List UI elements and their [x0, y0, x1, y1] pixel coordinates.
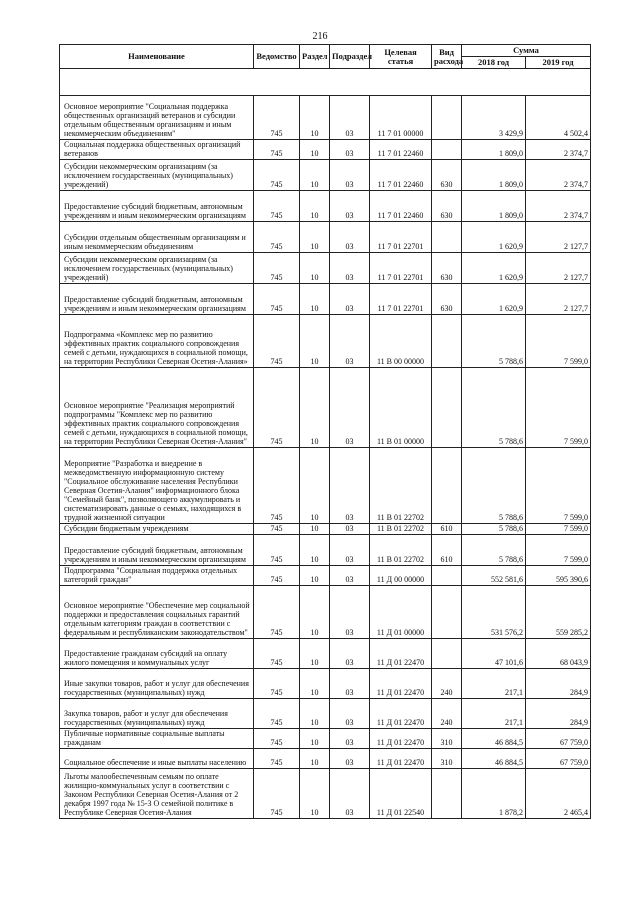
spacer-row — [60, 69, 591, 96]
cell-name: Предоставление субсидий бюджетным, автономным учреждениям и иным некоммерческим организациям — [60, 191, 254, 222]
cell-dept: 745 — [254, 769, 300, 819]
cell-section: 10 — [300, 315, 330, 368]
cell-name: Подпрограмма "Социальная поддержка отдельных категорий граждан" — [60, 566, 254, 586]
cell-subsection: 03 — [330, 253, 370, 284]
table-row — [60, 140, 591, 160]
table-row — [60, 669, 591, 699]
col-header-section: Раздел — [300, 45, 330, 69]
table-row — [60, 96, 591, 140]
cell-2019: 7 599,0 — [526, 524, 591, 535]
cell-2019: 67 759,0 — [526, 749, 591, 769]
cell-target: 11 Д 01 22470 — [370, 699, 432, 729]
cell-target: 11 7 01 22701 — [370, 284, 432, 315]
cell-target: 11 7 01 22460 — [370, 160, 432, 191]
cell-2018: 552 581,6 — [462, 566, 526, 586]
cell-target: 11 Д 01 22470 — [370, 729, 432, 749]
cell-section: 10 — [300, 669, 330, 699]
cell-subsection: 03 — [330, 222, 370, 253]
table-row — [60, 699, 591, 729]
cell-2018: 47 101,6 — [462, 639, 526, 669]
cell-2019: 2 374,7 — [526, 191, 591, 222]
cell-subsection: 03 — [330, 191, 370, 222]
table-row — [60, 729, 591, 749]
cell-name: Основное мероприятие "Реализация мероприятий подпрограммы "Комплекс мер по развитию эффективных практик социального сопровождения семей с детьми, нуждающихся в социальной помощи, на территории Республики Северная Осетия-Алания" — [60, 368, 254, 448]
cell-2019: 2 127,7 — [526, 253, 591, 284]
cell-subsection: 03 — [330, 315, 370, 368]
table-row — [60, 222, 591, 253]
cell-target: 11 Д 01 22540 — [370, 769, 432, 819]
cell-subsection: 03 — [330, 669, 370, 699]
cell-exp-type: 310 — [432, 729, 462, 749]
cell-target: 11 7 01 00000 — [370, 96, 432, 140]
cell-2018: 46 884,5 — [462, 749, 526, 769]
cell-target: 11 Д 00 00000 — [370, 566, 432, 586]
cell-exp-type: 240 — [432, 699, 462, 729]
cell-exp-type — [432, 566, 462, 586]
cell-name: Публичные нормативные социальные выплаты гражданам — [60, 729, 254, 749]
cell-section: 10 — [300, 448, 330, 524]
cell-dept: 745 — [254, 699, 300, 729]
cell-2018: 1 809,0 — [462, 140, 526, 160]
table-row — [60, 586, 591, 639]
table-row — [60, 160, 591, 191]
cell-2018: 1 620,9 — [462, 253, 526, 284]
cell-2019: 2 127,7 — [526, 222, 591, 253]
cell-section: 10 — [300, 368, 330, 448]
cell-name: Иные закупки товаров, работ и услуг для обеспечения государственных (муниципальных) нужд — [60, 669, 254, 699]
col-header-sum: Сумма — [462, 45, 591, 57]
cell-target: 11 Д 01 22470 — [370, 749, 432, 769]
cell-2018: 217,1 — [462, 669, 526, 699]
table-row — [60, 191, 591, 222]
table-row — [60, 749, 591, 769]
cell-2019: 2 127,7 — [526, 284, 591, 315]
table-body — [60, 69, 591, 819]
cell-2018: 5 788,6 — [462, 524, 526, 535]
table-row — [60, 315, 591, 368]
table-row — [60, 448, 591, 524]
cell-subsection: 03 — [330, 586, 370, 639]
cell-exp-type: 240 — [432, 669, 462, 699]
cell-target: 11 7 01 22701 — [370, 253, 432, 284]
table-row — [60, 368, 591, 448]
cell-dept: 745 — [254, 566, 300, 586]
cell-dept: 745 — [254, 639, 300, 669]
table-row — [60, 284, 591, 315]
cell-2019: 7 599,0 — [526, 315, 591, 368]
cell-dept: 745 — [254, 222, 300, 253]
cell-name: Закупка товаров, работ и услуг для обеспечения государственных (муниципальных) нужд — [60, 699, 254, 729]
cell-2018: 5 788,6 — [462, 535, 526, 566]
cell-name: Субсидии некоммерческим организациям (за исключением государственных (муниципальных) учреждений) — [60, 160, 254, 191]
cell-dept: 745 — [254, 160, 300, 191]
cell-2019: 2 374,7 — [526, 160, 591, 191]
table-row — [60, 253, 591, 284]
cell-2019: 67 759,0 — [526, 729, 591, 749]
cell-subsection: 03 — [330, 749, 370, 769]
cell-dept: 745 — [254, 729, 300, 749]
cell-dept: 745 — [254, 253, 300, 284]
cell-dept: 745 — [254, 284, 300, 315]
cell-2019: 284,9 — [526, 699, 591, 729]
cell-section: 10 — [300, 769, 330, 819]
cell-exp-type — [432, 222, 462, 253]
col-header-dept: Ведомство — [254, 45, 300, 69]
cell-section: 10 — [300, 140, 330, 160]
cell-exp-type — [432, 639, 462, 669]
cell-2018: 1 620,9 — [462, 222, 526, 253]
cell-exp-type: 310 — [432, 749, 462, 769]
cell-subsection: 03 — [330, 535, 370, 566]
cell-subsection: 03 — [330, 769, 370, 819]
cell-section: 10 — [300, 524, 330, 535]
cell-2019: 68 043,9 — [526, 639, 591, 669]
cell-target: 11 В 01 22702 — [370, 448, 432, 524]
cell-section: 10 — [300, 160, 330, 191]
cell-target: 11 В 00 00000 — [370, 315, 432, 368]
cell-2019: 2 374,7 — [526, 140, 591, 160]
cell-2019: 7 599,0 — [526, 448, 591, 524]
cell-name: Подпрограмма «Комплекс мер по развитию эффективных практик социального сопровождения семей с детьми, нуждающихся в социальной помощи, на территории Республики Северная Осетия-Алания» — [60, 315, 254, 368]
cell-exp-type — [432, 586, 462, 639]
table-row — [60, 524, 591, 535]
cell-2018: 1 620,9 — [462, 284, 526, 315]
cell-subsection: 03 — [330, 96, 370, 140]
cell-target: 11 В 01 00000 — [370, 368, 432, 448]
cell-name: Социальная поддержка общественных организаций ветеранов — [60, 140, 254, 160]
cell-dept: 745 — [254, 140, 300, 160]
cell-2019: 284,9 — [526, 669, 591, 699]
cell-2018: 1 809,0 — [462, 191, 526, 222]
page-number: 216 — [312, 31, 328, 42]
table-row — [60, 639, 591, 669]
cell-name: Субсидии отдельным общественным организациям и иным некоммерческим объединениям — [60, 222, 254, 253]
col-header-2019: 2019 год — [526, 57, 591, 69]
cell-section: 10 — [300, 253, 330, 284]
cell-section: 10 — [300, 699, 330, 729]
cell-dept: 745 — [254, 669, 300, 699]
cell-2019: 2 465,4 — [526, 769, 591, 819]
cell-dept: 745 — [254, 749, 300, 769]
cell-2018: 531 576,2 — [462, 586, 526, 639]
cell-2019: 559 285,2 — [526, 586, 591, 639]
header-row-1 — [60, 45, 591, 57]
cell-exp-type — [432, 96, 462, 140]
cell-target: 11 7 01 22460 — [370, 191, 432, 222]
cell-subsection: 03 — [330, 448, 370, 524]
cell-dept: 745 — [254, 524, 300, 535]
cell-subsection: 03 — [330, 639, 370, 669]
cell-exp-type — [432, 448, 462, 524]
cell-subsection: 03 — [330, 566, 370, 586]
cell-2019: 595 390,6 — [526, 566, 591, 586]
cell-target: 11 Д 01 22470 — [370, 639, 432, 669]
budget-table — [59, 44, 591, 819]
spacer-cell — [60, 69, 591, 96]
cell-exp-type: 610 — [432, 535, 462, 566]
cell-section: 10 — [300, 96, 330, 140]
cell-dept: 745 — [254, 535, 300, 566]
cell-subsection: 03 — [330, 160, 370, 191]
cell-name: Субсидии некоммерческим организациям (за исключением государственных (муниципальных) учреждений) — [60, 253, 254, 284]
col-header-name: Наименование — [60, 45, 254, 69]
cell-exp-type: 630 — [432, 191, 462, 222]
col-header-2018: 2018 год — [462, 57, 526, 69]
cell-exp-type — [432, 368, 462, 448]
cell-subsection: 03 — [330, 524, 370, 535]
cell-subsection: 03 — [330, 284, 370, 315]
cell-dept: 745 — [254, 96, 300, 140]
cell-section: 10 — [300, 729, 330, 749]
cell-subsection: 03 — [330, 729, 370, 749]
cell-2019: 7 599,0 — [526, 368, 591, 448]
cell-target: 11 Д 01 00000 — [370, 586, 432, 639]
cell-2018: 1 878,2 — [462, 769, 526, 819]
cell-exp-type: 610 — [432, 524, 462, 535]
cell-subsection: 03 — [330, 140, 370, 160]
cell-exp-type: 630 — [432, 160, 462, 191]
cell-dept: 745 — [254, 448, 300, 524]
cell-2018: 217,1 — [462, 699, 526, 729]
cell-section: 10 — [300, 639, 330, 669]
cell-section: 10 — [300, 586, 330, 639]
cell-section: 10 — [300, 222, 330, 253]
cell-name: Льготы малообеспеченным семьям по оплате жилищно-коммунальных услуг в соответствии с Законом Республики Северная Осетия-Алания от 2 декабря 1997 года № 15-З О семейной политике в Республике Северная Осетия-Алания — [60, 769, 254, 819]
cell-name: Основное мероприятие "Обеспечение мер социальной поддержки и предоставления социальных гарантий отдельным категориям граждан в соответствии с федеральным и республиканским законодательством" — [60, 586, 254, 639]
table-row — [60, 535, 591, 566]
cell-name: Предоставление субсидий бюджетным, автономным учреждениям и иным некоммерческим организациям — [60, 284, 254, 315]
col-header-exp-type: Вид расхода — [432, 45, 462, 69]
col-header-subsection: Подраздел — [330, 45, 370, 69]
cell-section: 10 — [300, 284, 330, 315]
cell-name: Основное мероприятие "Социальная поддержка общественных организаций ветеранов и субсидии отдельным общественным организациям и иным некоммерческим объединениям" — [60, 96, 254, 140]
cell-dept: 745 — [254, 315, 300, 368]
cell-subsection: 03 — [330, 699, 370, 729]
cell-target: 11 В 01 22702 — [370, 524, 432, 535]
cell-section: 10 — [300, 191, 330, 222]
cell-2018: 46 884,5 — [462, 729, 526, 749]
cell-name: Предоставление субсидий бюджетным, автономным учреждениям и иным некоммерческим организациям — [60, 535, 254, 566]
table-row — [60, 566, 591, 586]
cell-2019: 7 599,0 — [526, 535, 591, 566]
cell-2018: 1 809,0 — [462, 160, 526, 191]
cell-name: Мероприятие "Разработка и внедрение в межведомственную информационную систему "Социальное обслуживание населения Республики Северная Осетия-Алания" информационного блока "Семейный банк", позволяющего аккумулировать и систематизировать данные о семьях, находящихся в трудной жизненной ситуации — [60, 448, 254, 524]
table-row — [60, 769, 591, 819]
cell-section: 10 — [300, 749, 330, 769]
cell-2018: 5 788,6 — [462, 368, 526, 448]
cell-exp-type — [432, 315, 462, 368]
cell-section: 10 — [300, 535, 330, 566]
cell-exp-type: 630 — [432, 253, 462, 284]
cell-name: Субсидии бюджетным учреждениям — [60, 524, 254, 535]
cell-dept: 745 — [254, 368, 300, 448]
cell-name: Социальное обеспечение и иные выплаты населению — [60, 749, 254, 769]
cell-name: Предоставление гражданам субсидий на оплату жилого помещения и коммунальных услуг — [60, 639, 254, 669]
col-header-target: Целевая статья — [370, 45, 432, 69]
cell-section: 10 — [300, 566, 330, 586]
cell-2018: 3 429,9 — [462, 96, 526, 140]
cell-dept: 745 — [254, 191, 300, 222]
cell-target: 11 В 01 22702 — [370, 535, 432, 566]
cell-target: 11 7 01 22460 — [370, 140, 432, 160]
cell-2018: 5 788,6 — [462, 448, 526, 524]
cell-subsection: 03 — [330, 368, 370, 448]
cell-2019: 4 502,4 — [526, 96, 591, 140]
cell-exp-type — [432, 769, 462, 819]
cell-2018: 5 788,6 — [462, 315, 526, 368]
cell-dept: 745 — [254, 586, 300, 639]
cell-target: 11 7 01 22701 — [370, 222, 432, 253]
cell-exp-type — [432, 140, 462, 160]
cell-target: 11 Д 01 22470 — [370, 669, 432, 699]
cell-exp-type: 630 — [432, 284, 462, 315]
